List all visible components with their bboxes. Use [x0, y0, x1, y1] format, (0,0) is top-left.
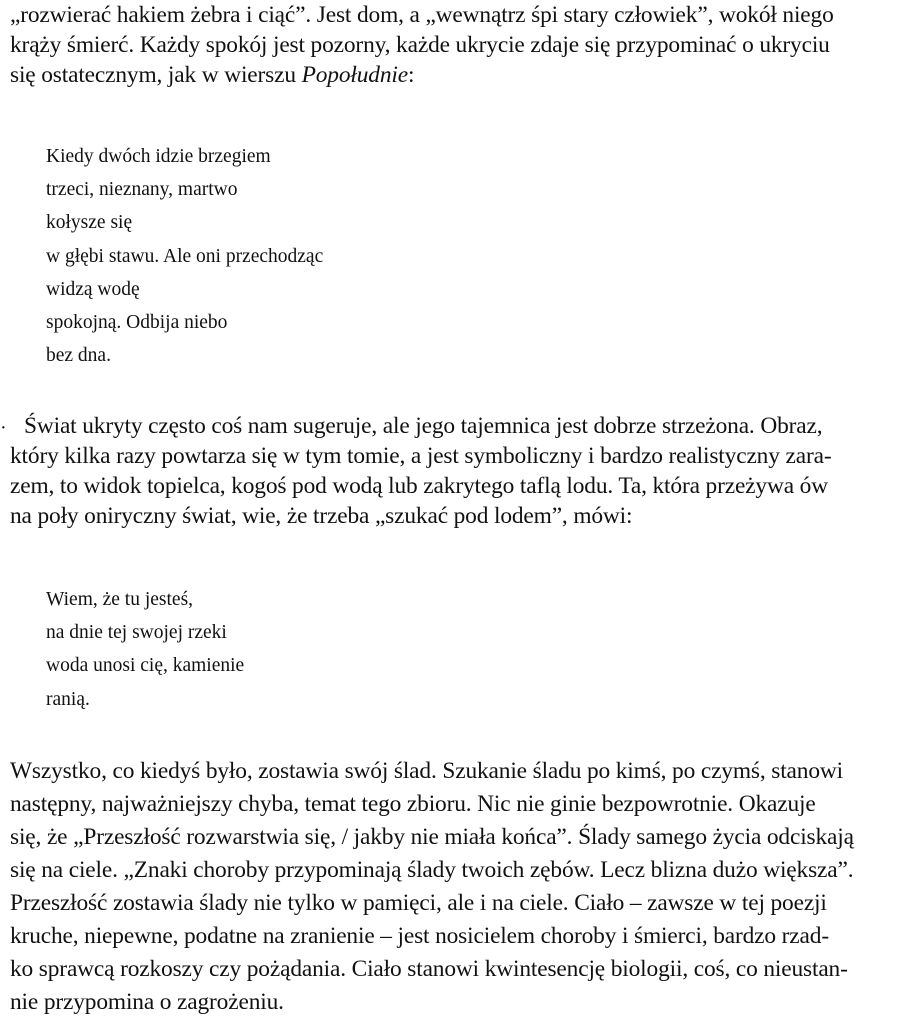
text-line — [10, 60, 896, 90]
text-segment: się ostatecznym, jak w wierszu — [10, 62, 302, 88]
poem-line: widzą wodę — [46, 278, 140, 300]
text-line: zem, to widok topielca, kogoś pod wodą lub zakrytego taflą lodu. Ta, która przeżywa ów — [10, 473, 828, 499]
poem-line: ranią. — [46, 688, 90, 710]
paragraph-2 — [10, 411, 900, 531]
poem-quote-1 — [46, 140, 323, 372]
text-line: który kilka razy powtarza się w tym tomie, a jest symboliczny i bardzo realistyczny zara- — [10, 443, 832, 469]
poem-line: kołysze się — [46, 212, 133, 234]
text-line: „rozwierać hakiem żebra i ciąć”. Jest dom, a „wewnątrz śpi stary człowiek”, wokół niego — [10, 2, 834, 28]
text-line: ko sprawcą rozkoszy czy pożądania. Ciało stanowi kwintesencję biologii, coś, co nieustan- — [10, 956, 848, 982]
poem-line: trzeci, nieznany, martwo — [46, 179, 238, 201]
text-line: Wszystko, co kiedyś było, zostawia swój ślad. Szukanie śladu po kimś, po czymś, stanowi — [10, 758, 843, 784]
poem-line: w głębi stawu. Ale oni przechodząc — [46, 245, 324, 267]
bullet-mark: · — [0, 417, 7, 439]
poem-quote-2 — [46, 583, 244, 716]
text-line: następny, najważniejszy chyba, temat tego zbioru. Nic nie ginie bezpowrotnie. Okazuje — [10, 791, 816, 817]
text-line: krąży śmierć. Każdy spokój jest pozorny, każde ukrycie zdaje się przypominać o ukryciu — [10, 32, 830, 58]
text-line: się na ciele. „Znaki choroby przypominają ślady twoich zębów. Lecz blizna dużo większa”. — [10, 857, 854, 883]
paragraph-1 — [10, 0, 900, 90]
text-line: Świat ukryty często coś nam sugeruje, ale jego tajemnica jest dobrze strzeżona. Obraz, — [24, 413, 823, 439]
text-line: Przeszłość zostawia ślady nie tylko w pamięci, ale i na ciele. Ciało – zawsze w tej poezji — [10, 890, 827, 916]
poem-line: na dnie tej swojej rzeki — [46, 622, 227, 644]
text-line: się, że „Przeszłość rozwarstwia się, / jakby nie miała końca”. Ślady samego życia odciskają — [10, 824, 854, 850]
poem-line: spokojną. Odbija niebo — [46, 312, 228, 334]
poem-title: Popołudnie — [301, 62, 408, 88]
text-line: na poły oniryczny świat, wie, że trzeba „szukać pod lodem”, mówi: — [10, 503, 633, 529]
text-segment: : — [407, 62, 415, 88]
paragraph-3 — [10, 756, 900, 1020]
text-line: kruche, niepewne, podatne na zranienie – jest nosicielem choroby i śmierci, bardzo rzad- — [10, 923, 829, 949]
poem-line: Wiem, że tu jesteś, — [46, 589, 194, 610]
text-line: nie przypomina o zagrożeniu. — [10, 989, 284, 1015]
poem-line: woda unosi cię, kamienie — [46, 655, 245, 677]
poem-line: Kiedy dwóch idzie brzegiem — [46, 146, 271, 167]
poem-line: bez dna. — [46, 345, 111, 367]
